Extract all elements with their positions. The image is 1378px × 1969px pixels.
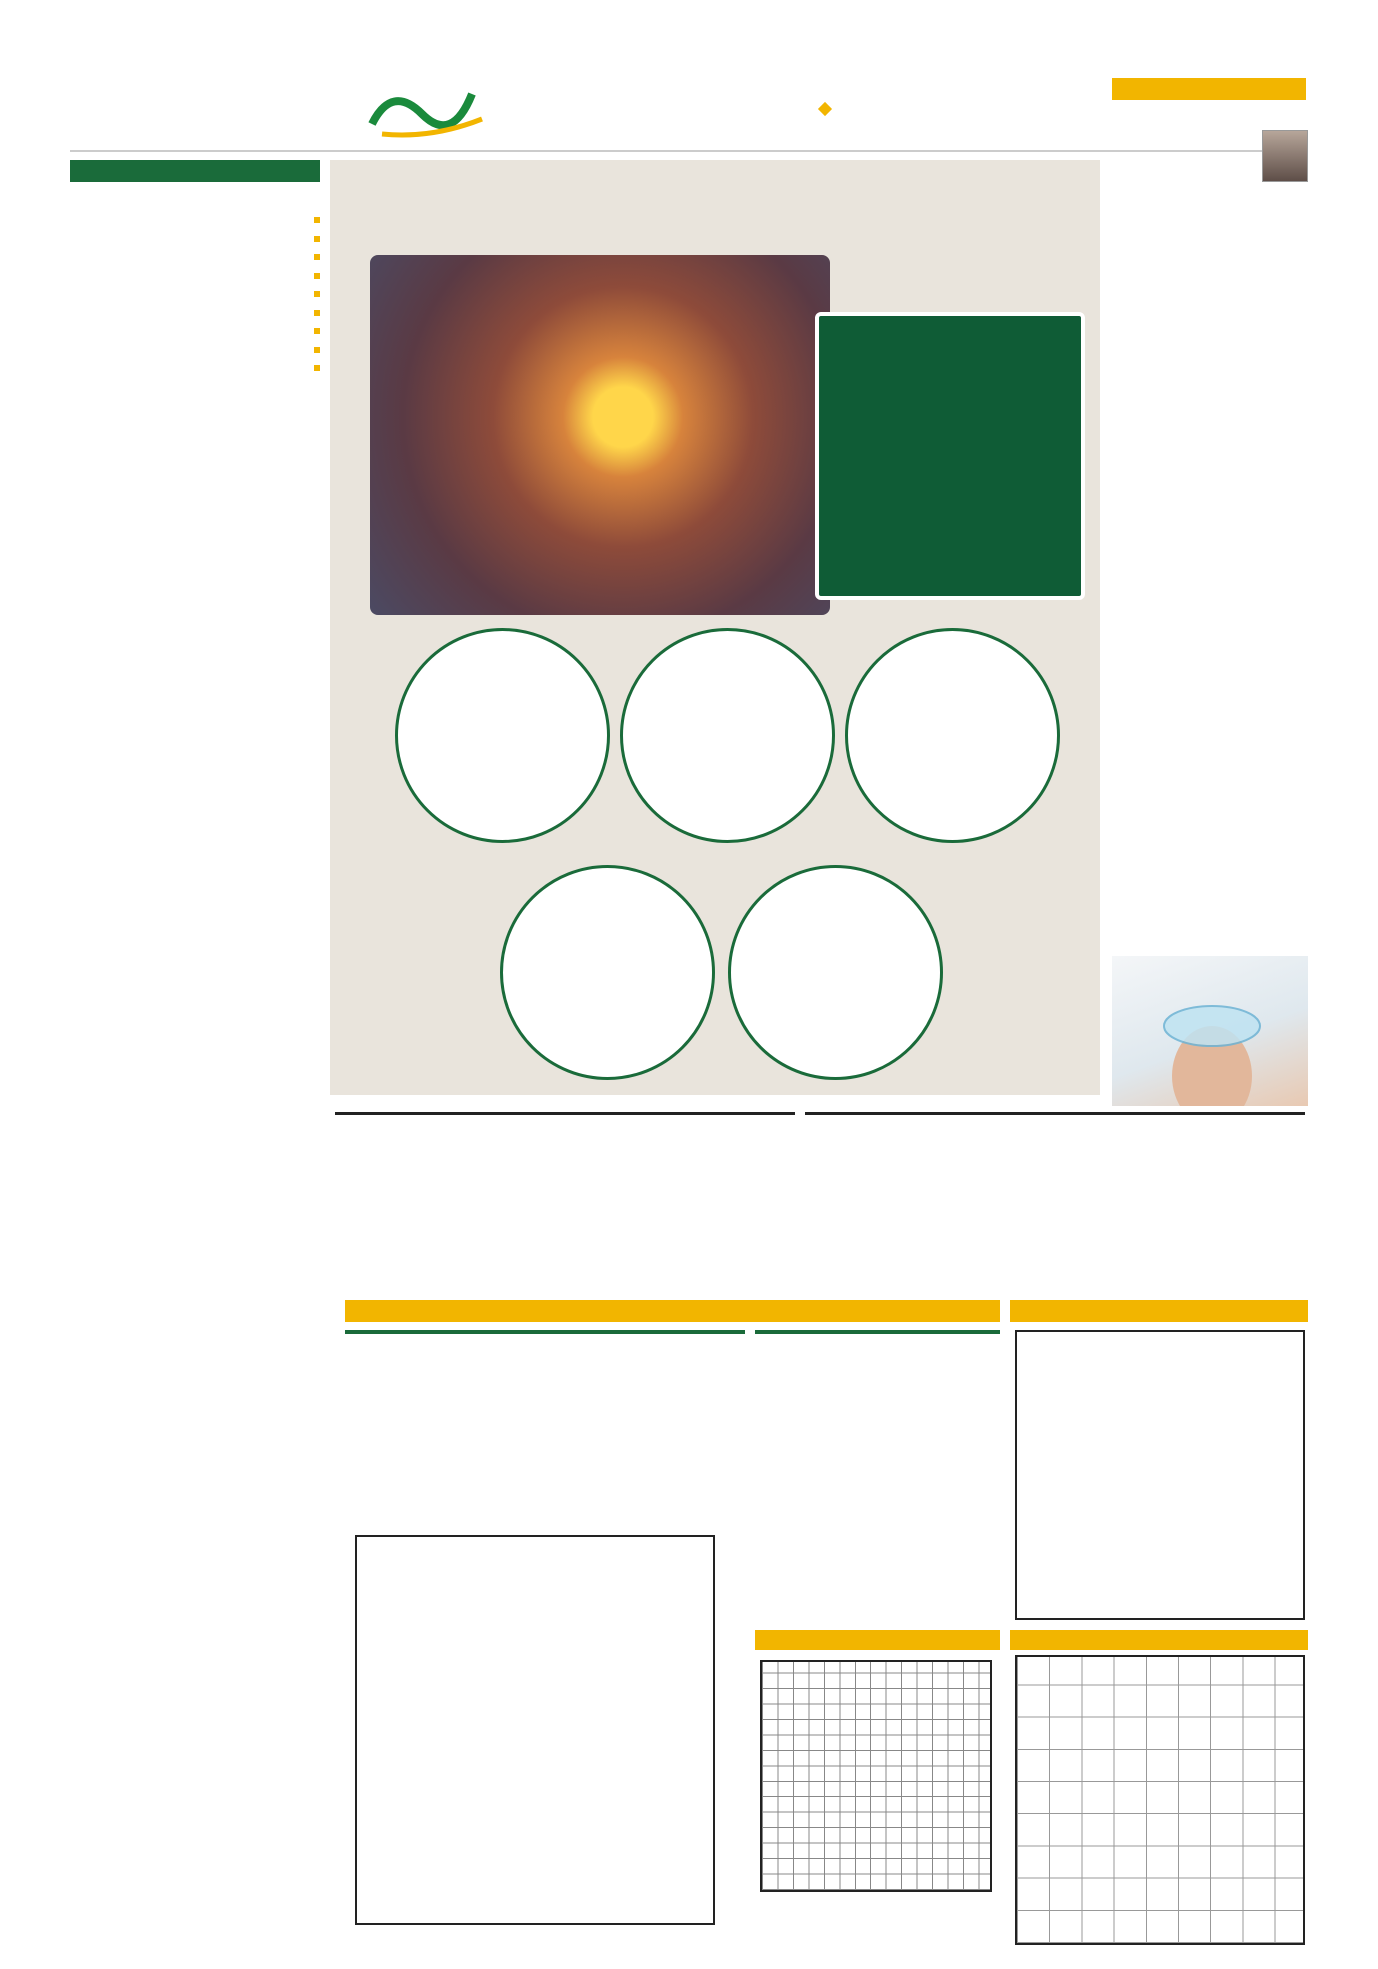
card-stress [845,628,1060,843]
section-heading [70,323,320,340]
section-heading [70,231,320,248]
news-left-body [335,1142,795,1252]
section-heading [70,286,320,303]
card-reflux [620,628,835,843]
sudoku-grid[interactable] [1015,1330,1305,1620]
infographic-credit [333,560,347,1080]
newspaper-logo[interactable] [352,64,502,144]
crossword-row-numbers [718,1535,732,1925]
news-left-rule [335,1112,795,1115]
esophagus-illustration [370,255,830,615]
infographic-intro [815,312,1085,600]
horizontal-tag [755,1330,1000,1334]
crossword-header [345,1300,1000,1322]
contact-lens-photo [1112,956,1308,1106]
crossword-horizontal-section [755,1330,1000,1338]
news-right-rule [805,1112,1305,1115]
section-heading [70,268,320,285]
crossword-answer-bar [755,1630,1000,1650]
sudoku-answer-grid [1015,1655,1305,1945]
author-photo [1262,130,1308,182]
news-right-body [805,1142,1305,1252]
section-heading [70,360,320,377]
section-heading [70,212,320,229]
card-advice [500,865,715,1080]
section-heading [70,305,320,322]
section-heading [70,342,320,359]
sudoku-answer-bar [1010,1630,1308,1650]
crossword-grid[interactable] [355,1535,715,1925]
vertical-tag [345,1330,745,1334]
memo-tag [1112,78,1306,100]
card-smoking [395,628,610,843]
masthead [70,60,1308,152]
danestani-tag [70,160,320,182]
crossword-vertical-section [345,1330,745,1513]
section-heading [70,249,320,266]
sudoku-header [1010,1300,1308,1322]
crossword-answer-grid [760,1660,992,1892]
card-diagnosis [728,865,943,1080]
logo-graphic [352,64,502,144]
vertical-clues [345,1338,745,1513]
danestani-body [70,210,320,377]
